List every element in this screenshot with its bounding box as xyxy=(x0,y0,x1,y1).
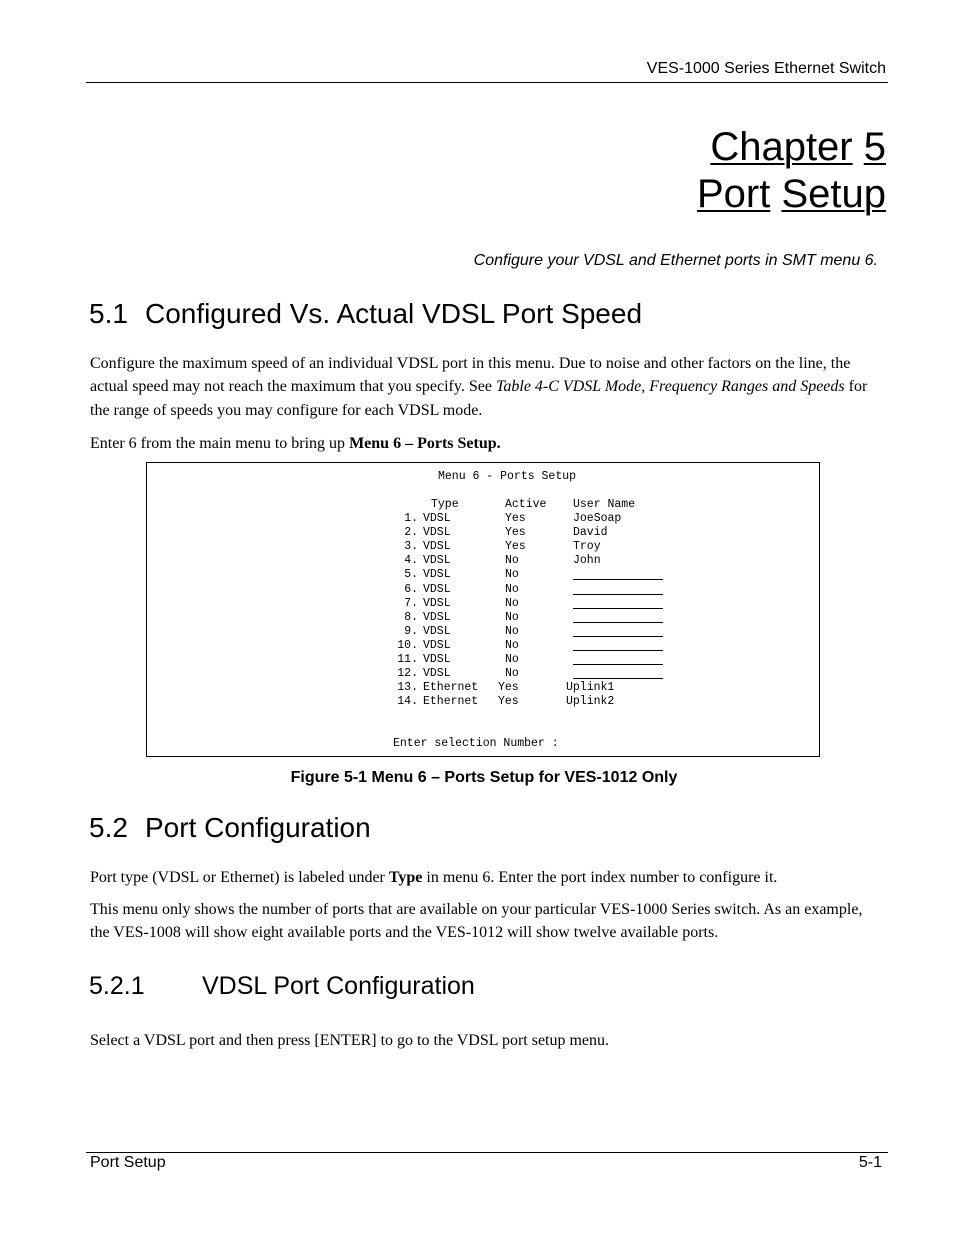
user-name-blank-field[interactable] xyxy=(573,622,663,623)
port-type: VDSL xyxy=(423,540,451,554)
port-index: 9. xyxy=(404,624,418,638)
section-5-1-heading xyxy=(89,298,642,330)
section-5-2-1-heading xyxy=(89,972,475,1001)
section-number: 5.1 xyxy=(89,298,128,329)
port-type: VDSL xyxy=(423,624,451,638)
section-5-2-1-paragraph: Select a VDSL port and then press [ENTER] to go to the VDSL port setup menu. xyxy=(90,1032,610,1049)
chapter-heading xyxy=(697,124,886,218)
chapter-word: Chapter xyxy=(710,125,853,169)
selection-prompt[interactable]: Enter selection Number : xyxy=(393,737,559,750)
section-number: 5.2.1 xyxy=(89,972,145,1000)
port-type: VDSL xyxy=(423,512,451,525)
port-index: 1. xyxy=(404,512,418,525)
port-row[interactable] xyxy=(147,639,819,653)
port-active: No xyxy=(505,554,519,568)
port-row[interactable] xyxy=(147,625,819,639)
section-5-2-heading xyxy=(89,812,371,844)
chapter-title-word2: Setup xyxy=(781,172,886,216)
column-headers xyxy=(147,498,819,512)
port-type: VDSL xyxy=(423,653,451,666)
para-text: Enter 6 from the main menu to bring up xyxy=(90,435,350,452)
port-index: 6. xyxy=(404,582,418,596)
user-name-blank-field[interactable] xyxy=(573,664,663,665)
type-term: Type xyxy=(388,869,423,886)
column-type: Type xyxy=(431,498,459,511)
header-rule xyxy=(86,82,888,83)
section-5-1-paragraph-1 xyxy=(90,352,870,422)
port-user-name: JoeSoap xyxy=(573,512,622,525)
port-row[interactable] xyxy=(147,597,819,611)
port-index: 3. xyxy=(404,540,418,554)
port-index: 4. xyxy=(404,554,418,568)
port-row[interactable] xyxy=(147,568,819,582)
port-row[interactable] xyxy=(147,540,819,554)
section-title: Port Configuration xyxy=(145,812,371,843)
port-active: Yes xyxy=(498,695,519,709)
port-row[interactable] xyxy=(147,667,819,681)
port-row[interactable] xyxy=(147,681,819,695)
port-active: No xyxy=(505,638,519,652)
user-name-blank-field[interactable] xyxy=(573,650,663,651)
user-name-blank-field[interactable] xyxy=(573,608,663,609)
port-type: Ethernet xyxy=(423,681,479,695)
section-5-2-paragraph-2: This menu only shows the number of ports that are available on your particular VES-1000 Series switch. As an example, the VES-1008 will show eight available ports and the VES-1012 will show twelve available ports. xyxy=(90,901,863,942)
port-active: Yes xyxy=(505,526,526,540)
chapter-label-line xyxy=(697,124,886,171)
running-header: VES-1000 Series Ethernet Switch xyxy=(646,60,886,77)
port-row[interactable] xyxy=(147,526,819,540)
port-row[interactable] xyxy=(147,512,819,526)
port-type: VDSL xyxy=(423,596,451,610)
menu-title: Menu 6 - Ports Setup xyxy=(438,470,577,483)
menu-reference: Menu 6 – Ports Setup. xyxy=(349,435,501,452)
port-type: VDSL xyxy=(423,554,451,568)
port-type: VDSL xyxy=(423,526,451,540)
port-index: 13. xyxy=(397,681,418,695)
chapter-title-line xyxy=(697,171,886,218)
user-name-blank-field[interactable] xyxy=(573,579,663,580)
port-row[interactable] xyxy=(147,695,819,709)
table-reference: Table 4-C VDSL Mode, Frequency Ranges and Speeds xyxy=(495,378,845,396)
column-user-name: User Name xyxy=(573,498,636,511)
port-active: No xyxy=(505,568,519,582)
port-active: No xyxy=(505,610,519,624)
port-active: Yes xyxy=(498,681,519,695)
user-name-blank-field[interactable] xyxy=(573,636,663,637)
port-user-name: Uplink2 xyxy=(566,695,615,709)
para-text: Configure the maximum speed of an individual VDSL port in this menu. Due to noise and other factors on the line, the actual speed may not reach the maximum that you specify. See xyxy=(90,355,851,396)
port-row[interactable] xyxy=(147,653,819,667)
port-user-name: Uplink1 xyxy=(566,681,615,695)
para-text: in menu 6. Enter the port index number to configure it. xyxy=(422,869,778,886)
column-active: Active xyxy=(505,498,547,511)
port-row[interactable] xyxy=(147,611,819,625)
port-active: Yes xyxy=(505,540,526,554)
port-active: No xyxy=(505,582,519,596)
chapter-title-word1: Port xyxy=(696,172,771,216)
section-title: Configured Vs. Actual VDSL Port Speed xyxy=(145,298,643,329)
port-active: No xyxy=(505,667,519,681)
section-5-2-paragraph-1 xyxy=(90,866,870,889)
user-name-blank-field[interactable] xyxy=(573,678,663,679)
footer-section-name: Port Setup xyxy=(90,1154,166,1171)
port-row[interactable] xyxy=(147,583,819,597)
footer-page-number: 5-1 xyxy=(858,1154,882,1171)
section-title: VDSL Port Configuration xyxy=(202,972,475,1000)
menu-6-screen xyxy=(146,462,820,757)
port-index: 10. xyxy=(397,638,418,652)
port-type: VDSL xyxy=(423,667,451,681)
port-type: VDSL xyxy=(423,638,451,652)
chapter-number: 5 xyxy=(863,125,886,169)
port-type: VDSL xyxy=(423,610,451,624)
port-active: Yes xyxy=(505,512,526,525)
footer-rule xyxy=(86,1152,888,1153)
port-type: Ethernet xyxy=(423,695,479,709)
port-index: 11. xyxy=(397,653,418,666)
port-active: No xyxy=(505,596,519,610)
port-index: 7. xyxy=(404,596,418,610)
chapter-subtitle: Configure your VDSL and Ethernet ports in SMT menu 6. xyxy=(473,252,878,269)
port-index: 12. xyxy=(397,667,418,681)
port-user-name: John xyxy=(573,554,601,568)
port-index: 5. xyxy=(404,568,418,582)
port-row[interactable] xyxy=(147,554,819,568)
port-type: VDSL xyxy=(423,582,451,596)
section-5-1-paragraph-2 xyxy=(90,432,870,455)
figure-caption: Figure 5-1 Menu 6 – Ports Setup for VES-1012 Only xyxy=(290,769,678,786)
section-number: 5.2 xyxy=(89,812,128,843)
port-user-name: Troy xyxy=(573,540,601,554)
port-index: 8. xyxy=(404,610,418,624)
port-active: No xyxy=(505,624,519,638)
user-name-blank-field[interactable] xyxy=(573,594,663,595)
port-index: 14. xyxy=(397,695,418,709)
para-text: Port type (VDSL or Ethernet) is labeled under xyxy=(90,869,389,886)
port-active: No xyxy=(505,653,519,666)
port-type: VDSL xyxy=(423,568,451,582)
port-user-name: David xyxy=(573,526,608,540)
para-text: for the range of speeds you may configure for each VDSL mode. xyxy=(90,378,868,419)
port-index: 2. xyxy=(404,526,418,540)
